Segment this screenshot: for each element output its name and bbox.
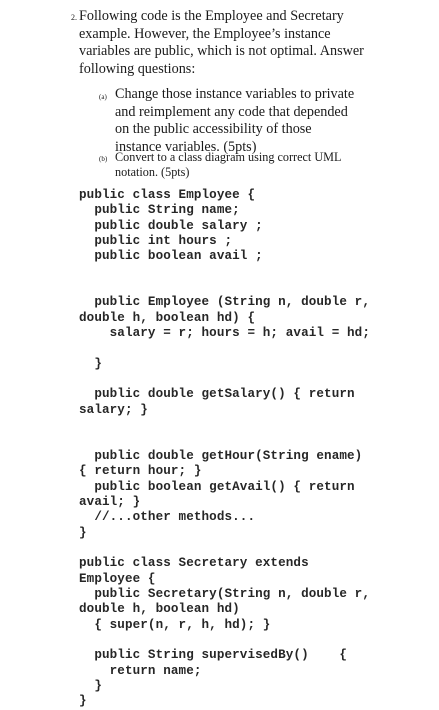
question-block xyxy=(71,8,379,179)
part-a-marker: (a) xyxy=(99,93,107,101)
question-number: 2. xyxy=(71,13,77,22)
part-a xyxy=(99,86,355,156)
question-intro: Following code is the Employee and Secretary example. However, the Employee’s instance variables are public, which is not optimal. Answer following questions: xyxy=(79,8,364,77)
part-b-marker: (b) xyxy=(99,155,108,163)
part-b xyxy=(99,150,347,180)
java-code-listing: public class Employee { public String name; public double salary ; public int hours ; public boolean avail ; public Employee (String n, double r, double h, boolean hd) { salary = r; hours = h; avail = hd; } public double getSalary() { return salary; } public double getHour(String ename) { return hour; } public boolean getAvail() { return avail; } //...other methods... } public class Secretary extends Employee { public Secretary(String n, double r, double h, boolean hd) { super(n, r, h, hd); } public String supervisedBy() { return name; } } xyxy=(79,188,370,709)
part-b-text: Convert to a class diagram using correct UML notation. (5pts) xyxy=(115,150,341,179)
part-a-text: Change those instance variables to private and reimplement any code that depended on the public accessibility of those instance variables. (5pts) xyxy=(115,86,355,155)
